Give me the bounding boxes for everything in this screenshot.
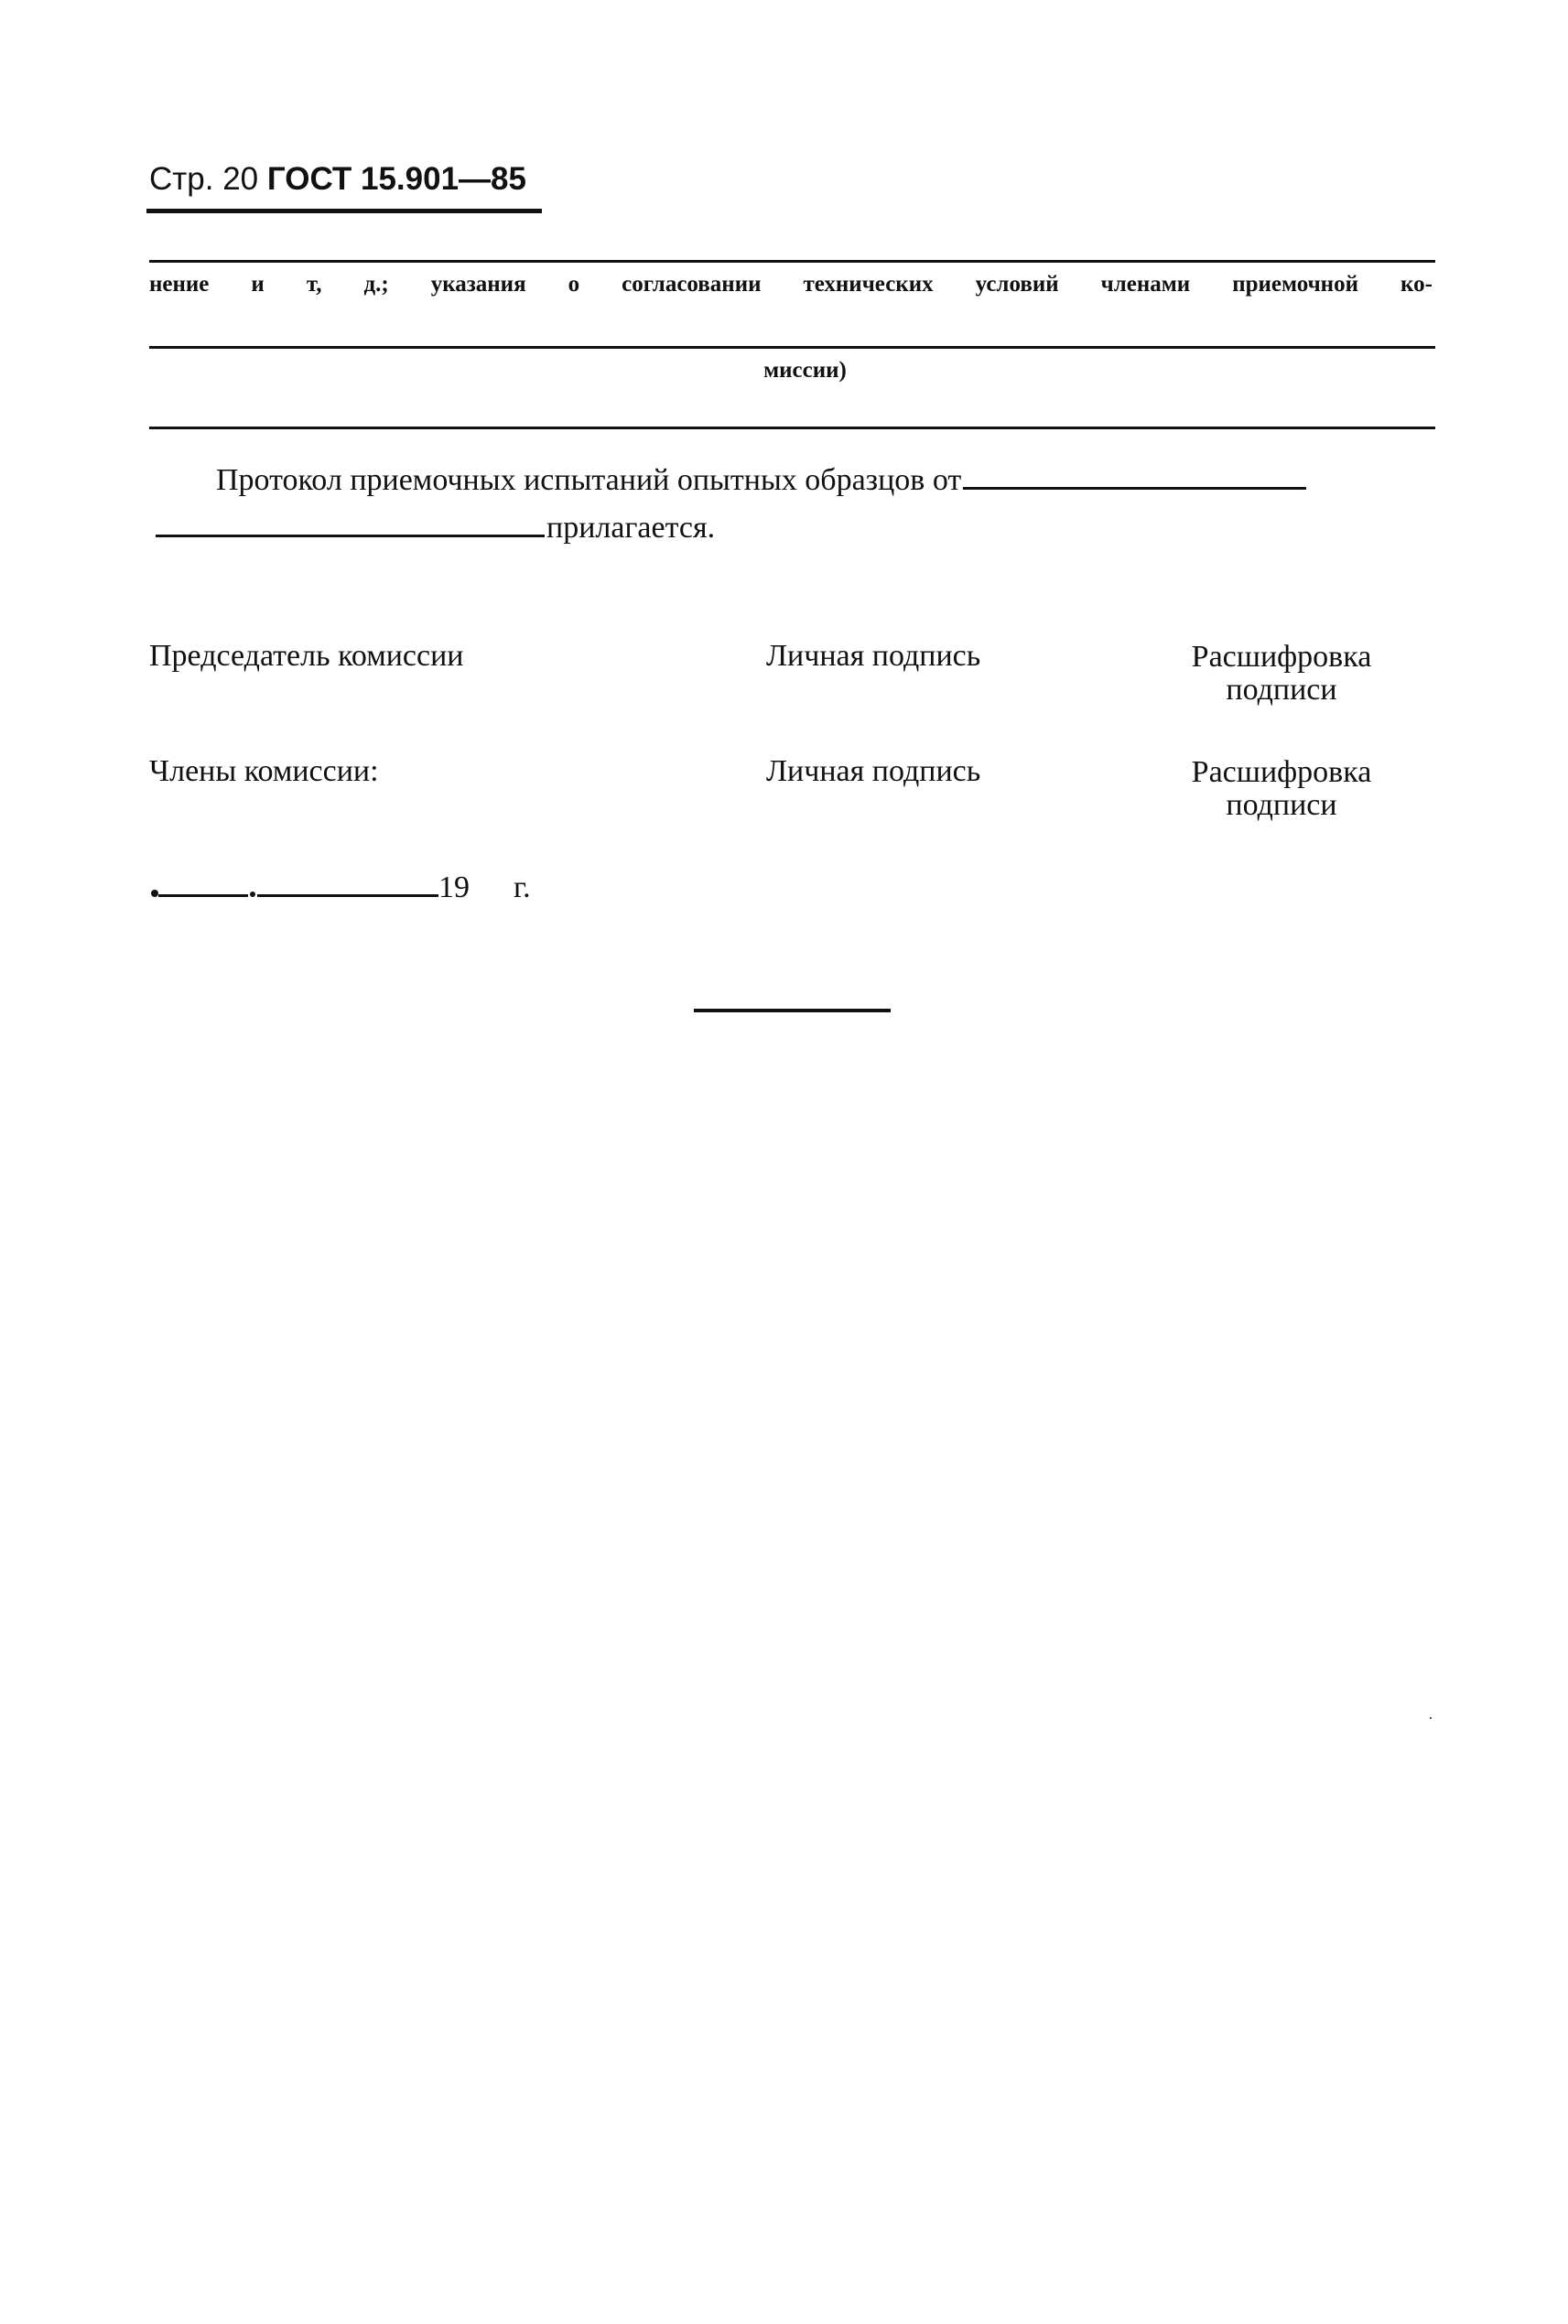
- decoding-line-1: Расшифровка: [1191, 640, 1372, 674]
- page-header: [149, 163, 526, 195]
- word: д.;: [363, 272, 389, 297]
- month-blank[interactable]: [257, 872, 438, 897]
- form-rule-top: [149, 260, 1435, 263]
- end-rule: [694, 1009, 891, 1012]
- continued-text-line-2: миссии): [763, 358, 847, 383]
- members-signature-label: Личная подпись: [766, 754, 981, 788]
- chairman-signature-label: Личная подпись: [766, 639, 981, 673]
- date-line: [151, 872, 531, 903]
- word: указания: [430, 272, 526, 297]
- attached-text: прилагается.: [546, 511, 716, 545]
- protocol-attached-line: [156, 511, 715, 544]
- scan-speck: [1430, 1717, 1432, 1719]
- page-number: Стр. 20: [149, 161, 259, 197]
- continued-text-line-1: [149, 273, 1433, 296]
- year-suffix: г.: [514, 870, 531, 904]
- header-underline: [146, 209, 542, 213]
- protocol-text: Протокол приемочных испытаний опытных образцов от: [216, 463, 962, 497]
- word: о: [568, 272, 580, 297]
- protocol-number-blank[interactable]: [156, 511, 545, 537]
- day-blank[interactable]: [158, 872, 248, 897]
- word: условий: [975, 272, 1059, 297]
- word: приемочной: [1232, 272, 1358, 297]
- close-quote-mark: [250, 892, 255, 897]
- word: т,: [306, 272, 322, 297]
- protocol-line: [216, 463, 1306, 496]
- members-decoding-label: [1162, 756, 1400, 821]
- decoding-line-1: Расшифровка: [1191, 755, 1372, 789]
- open-quote-mark: [151, 890, 158, 897]
- word: согласовании: [622, 272, 762, 297]
- members-label: Члены комиссии:: [149, 754, 379, 788]
- form-rule-bottom: [149, 427, 1435, 429]
- standard-code: ГОСТ 15.901—85: [266, 161, 526, 197]
- word: и: [251, 272, 265, 297]
- decoding-line-2: подписи: [1226, 787, 1337, 822]
- protocol-date-blank[interactable]: [963, 463, 1306, 490]
- word: членами: [1100, 272, 1191, 297]
- word: ко-: [1400, 272, 1433, 297]
- form-rule-middle: [149, 346, 1435, 349]
- chairman-decoding-label: [1162, 641, 1400, 706]
- word: нение: [149, 272, 210, 297]
- decoding-line-2: подписи: [1226, 672, 1337, 707]
- year-prefix: 19: [438, 870, 470, 904]
- chairman-label: Председатель комиссии: [149, 639, 464, 673]
- word: технических: [803, 272, 934, 297]
